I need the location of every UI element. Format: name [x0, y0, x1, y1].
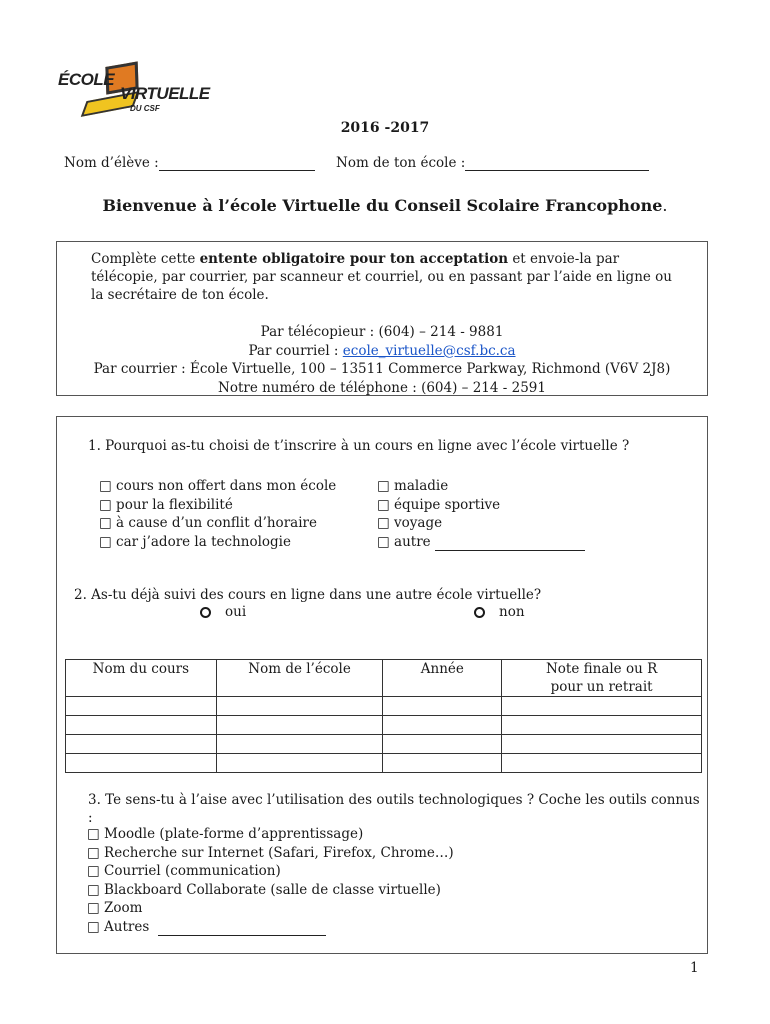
contact-fax: Par télécopieur : (604) – 214 - 9881 — [260, 324, 504, 340]
intro-part1: Complète cette — [91, 251, 200, 267]
school-name-field[interactable] — [336, 155, 649, 171]
q1-option-travel[interactable]: □ voyage — [377, 515, 443, 531]
q1-option-other-label: □ autre — [377, 533, 431, 550]
header-final-grade: Note finale ou R pour un retrait — [502, 660, 702, 697]
welcome-title: Bienvenue à l’école Virtuelle du Conseil Scolaire Francophone — [102, 196, 663, 215]
previous-courses-table — [65, 659, 702, 773]
q3-option-others[interactable] — [87, 918, 454, 937]
q1-other-line[interactable] — [435, 536, 585, 551]
student-name-field[interactable] — [64, 155, 315, 171]
table-cell[interactable] — [383, 697, 502, 716]
q1-option-flexibility[interactable]: □ pour la flexibilité — [99, 496, 233, 513]
table-cell[interactable] — [502, 697, 702, 716]
q1-left-options — [99, 477, 336, 551]
header-year: Année — [383, 660, 502, 697]
header-school-name: Nom de l’école — [216, 660, 383, 697]
page-number: 1 — [690, 960, 699, 976]
instructions-text — [91, 250, 681, 304]
table-row — [66, 735, 702, 754]
table-cell[interactable] — [502, 716, 702, 735]
contact-mail: Par courrier : École Virtuelle, 100 – 13511 Commerce Parkway, Richmond (V6V 2J8) — [93, 361, 671, 377]
table-cell[interactable] — [216, 697, 383, 716]
student-name-line[interactable] — [159, 156, 315, 171]
q1-right-options — [377, 477, 585, 551]
table-header-row — [66, 660, 702, 697]
welcome-heading — [0, 196, 770, 215]
q1-option-technology[interactable]: □ car j’adore la technologie — [99, 533, 291, 550]
q2-yes-option[interactable] — [200, 604, 246, 620]
question-2: 2. As-tu déjà suivi des cours en ligne dans une autre école virtuelle? — [74, 587, 542, 603]
school-name-label: Nom de ton école : — [336, 155, 466, 171]
question-1: 1. Pourquoi as-tu choisi de t’inscrire à un cours en ligne avec l’école virtuelle ? — [88, 438, 630, 454]
table-cell[interactable] — [502, 735, 702, 754]
q3-option-zoom[interactable]: □ Zoom — [87, 900, 143, 916]
table-cell[interactable] — [383, 716, 502, 735]
q3-option-blackboard[interactable]: □ Blackboard Collaborate (salle de classe virtuelle) — [87, 881, 441, 898]
table-row — [66, 697, 702, 716]
q2-no-radio[interactable] — [474, 607, 485, 618]
question-3: 3. Te sens-tu à l’aise avec l’utilisation des outils technologiques ? Coche les outils connus : — [88, 792, 700, 826]
table-cell[interactable] — [66, 735, 217, 754]
q2-yes-radio[interactable] — [200, 607, 211, 618]
q3-option-internet-search[interactable]: □ Recherche sur Internet (Safari, Firefox, Chrome…) — [87, 844, 454, 861]
q1-option-schedule-conflict[interactable]: □ à cause d’un conflit d’horaire — [99, 515, 317, 531]
q3-others-line[interactable] — [158, 921, 326, 936]
table-row — [66, 754, 702, 773]
q3-option-others-label: □ Autres — [87, 918, 150, 935]
student-name-label: Nom d’élève : — [64, 155, 159, 171]
table-cell[interactable] — [216, 716, 383, 735]
school-name-line[interactable] — [465, 156, 649, 171]
table-cell[interactable] — [66, 716, 217, 735]
intro-part2: et envoie-la par télécopie, par courrier, par scanneur et courriel, ou en passant par l’aide en ligne ou la secrétaire de ton école. — [91, 251, 672, 303]
welcome-dot: . — [662, 196, 668, 215]
q1-option-illness[interactable]: □ maladie — [377, 478, 449, 494]
table-row — [66, 716, 702, 735]
table-cell[interactable] — [383, 754, 502, 773]
contact-phone: Notre numéro de téléphone : (604) – 214 - 2591 — [218, 379, 546, 396]
table-cell[interactable] — [66, 754, 217, 773]
q1-option-other[interactable] — [377, 533, 585, 552]
q3-option-moodle[interactable]: □ Moodle (plate-forme d’apprentissage) — [87, 826, 364, 842]
contact-email-line — [57, 342, 707, 361]
instructions-box — [56, 241, 708, 396]
header-course-name: Nom du cours — [66, 660, 217, 697]
q2-no-label: non — [499, 604, 525, 620]
logo-text-virtuelle: VIRTUELLE — [120, 84, 210, 103]
q1-option-sports-team[interactable]: □ équipe sportive — [377, 496, 501, 513]
table-cell[interactable] — [383, 735, 502, 754]
q2-yes-label: oui — [225, 604, 247, 620]
questionnaire-box — [56, 416, 708, 954]
q1-option-course-not-offered[interactable]: □ cours non offert dans mon école — [99, 478, 337, 494]
table-cell[interactable] — [66, 697, 217, 716]
intro-bold: entente obligatoire pour ton acceptation — [199, 251, 509, 267]
table-cell[interactable] — [216, 735, 383, 754]
logo-text-ecole: ÉCOLE — [58, 70, 115, 89]
q2-no-option[interactable] — [474, 604, 525, 620]
table-cell[interactable] — [216, 754, 383, 773]
contact-email-link[interactable]: ecole_virtuelle@csf.bc.ca — [342, 342, 516, 359]
q3-option-email[interactable]: □ Courriel (communication) — [87, 863, 281, 879]
school-logo — [58, 60, 208, 122]
q3-tools-list — [87, 825, 454, 936]
contact-email-label: Par courriel : — [248, 342, 343, 359]
logo-text-csf: DU CSF — [130, 104, 160, 113]
school-year: 2016 -2017 — [340, 120, 430, 136]
table-cell[interactable] — [502, 754, 702, 773]
